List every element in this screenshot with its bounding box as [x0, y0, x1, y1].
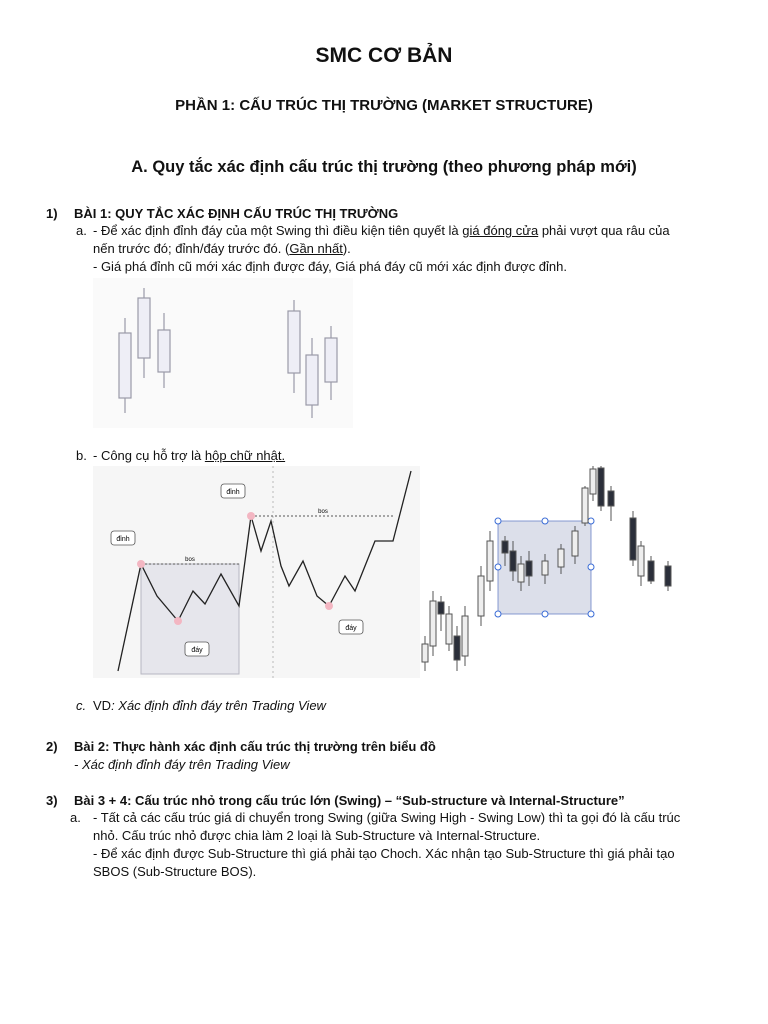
item1a-line3: - Giá phá đỉnh cũ mới xác định được đáy, Giá phá đáy cũ mới xác định được đỉnh.	[93, 259, 567, 274]
candle	[138, 298, 150, 358]
candle	[158, 330, 170, 372]
day-label: đáy	[345, 625, 357, 632]
item1c-text: VD: Xác định đỉnh đáy trên Trading View	[93, 698, 326, 713]
candle	[306, 355, 318, 405]
item2-heading: Bài 2: Thực hành xác định cấu trúc thị trường trên biểu đồ	[74, 739, 436, 754]
candle	[119, 333, 131, 398]
item2-number: 2)	[46, 739, 58, 754]
item3a-line2: nhỏ. Cấu trúc nhỏ được chia làm 2 loại là Sub-Structure và Internal-Structure.	[93, 828, 541, 843]
item1-number: 1)	[46, 206, 58, 221]
document-title: SMC CƠ BẢN	[315, 44, 453, 67]
item3a-line3: - Để xác định được Sub-Structure thì giá phải tạo Choch. Xác nhận tạo Sub-Structure thì giá phải tạo	[93, 846, 675, 861]
candle	[288, 311, 300, 373]
dinh-label: đỉnh	[226, 489, 240, 496]
item1a-line1: - Để xác định đỉnh đáy của một Swing thì điều kiện tiên quyết là giá đóng cửa phải vượt qua râu của	[93, 223, 670, 238]
item1b-text: - Công cụ hỗ trợ là hộp chữ nhật.	[93, 448, 286, 463]
bos-label: bos	[318, 509, 328, 515]
candle	[325, 338, 337, 382]
item3-heading: Bài 3 + 4: Cấu trúc nhỏ trong cấu trúc lớn (Swing) – “Sub-structure và Internal-Structure”	[74, 793, 625, 808]
item1c-marker: c.	[76, 698, 87, 713]
item1-heading: BÀI 1: QUY TẮC XÁC ĐỊNH CẤU TRÚC THỊ TRƯỜNG	[74, 206, 399, 221]
item3a-marker: a.	[70, 810, 81, 825]
item3a-line4: SBOS (Sub-Structure BOS).	[93, 864, 257, 879]
candle-example-figure	[93, 278, 353, 428]
section-heading: A. Quy tắc xác định cấu trúc thị trường (theo phương pháp mới)	[131, 158, 637, 176]
item2-sub: - Xác định đỉnh đáy trên Trading View	[74, 757, 290, 772]
item3a-line1: - Tất cả các cấu trúc giá di chuyển trong Swing (giữa Swing High - Swing Low) thì ta gọi đó là cấu trúc	[93, 810, 681, 825]
day-label: đáy	[191, 647, 203, 654]
item1a-marker: a.	[76, 223, 87, 238]
bos-label: bos	[185, 557, 195, 563]
item1b-marker: b.	[76, 448, 87, 463]
structure-diagram-figure	[93, 466, 676, 678]
dinh-label: đỉnh	[116, 536, 130, 543]
item3-number: 3)	[46, 793, 58, 808]
part-heading: PHẦN 1: CẤU TRÚC THỊ TRƯỜNG (MARKET STRUCTURE)	[175, 97, 593, 114]
item1a-line2: nến trước đó; đỉnh/đáy trước đó. (Gần nhất).	[93, 241, 351, 256]
trading-view-chart	[420, 466, 676, 678]
